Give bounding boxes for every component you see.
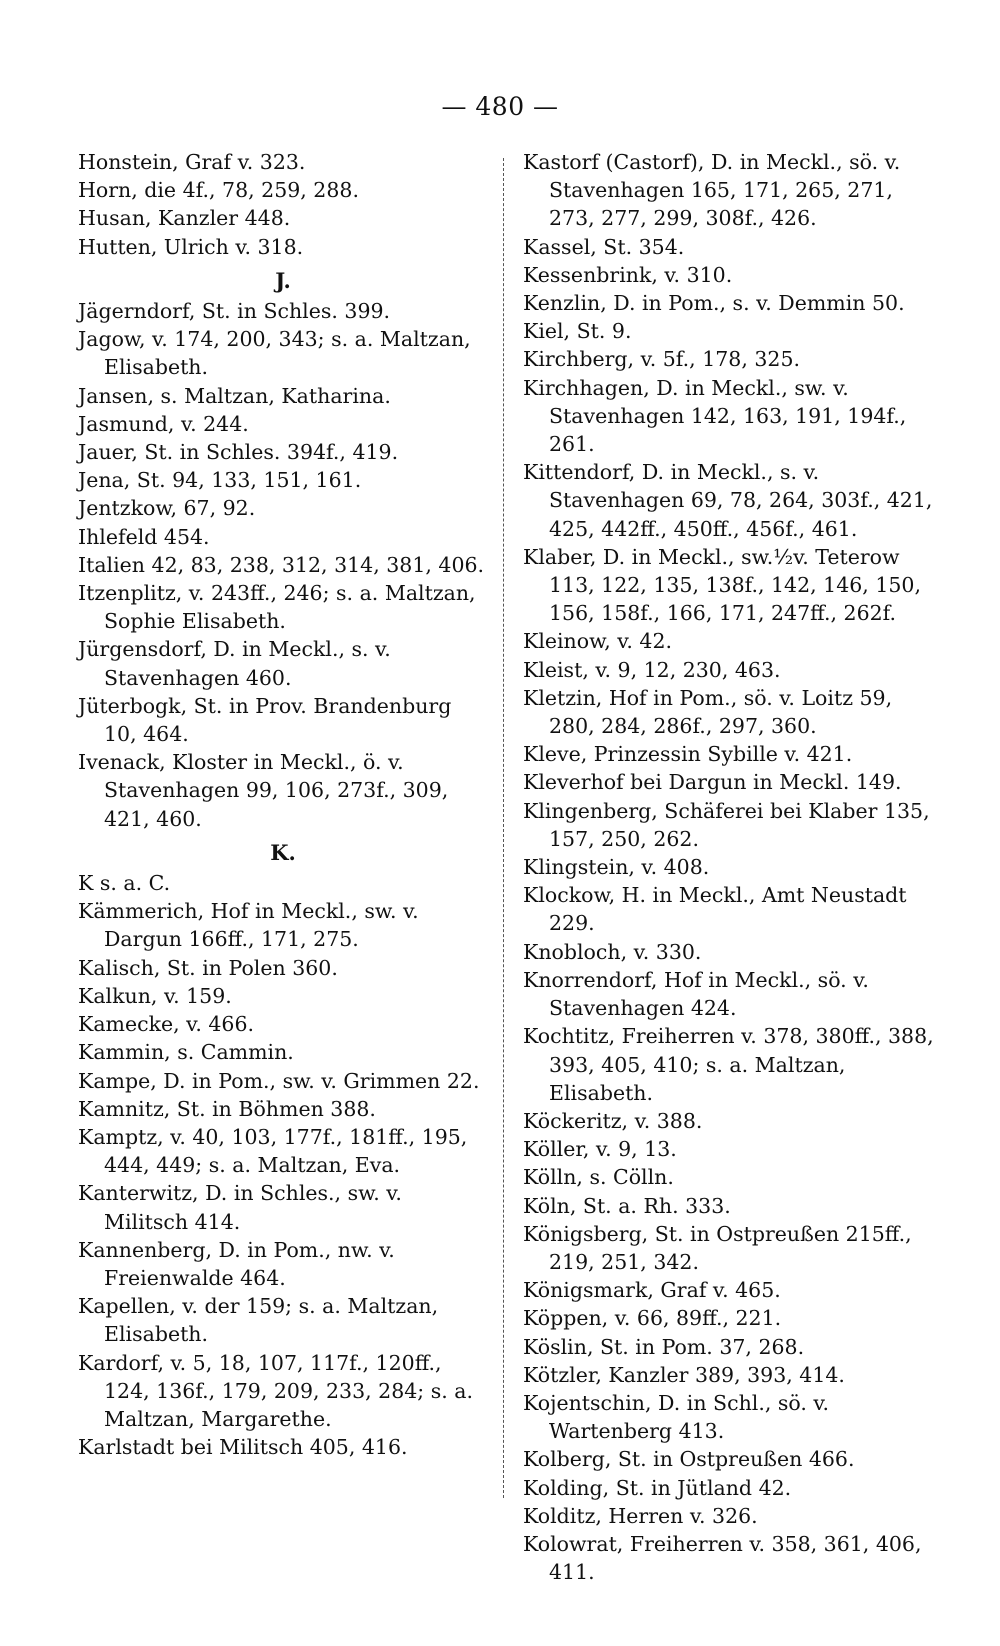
index-entry: Jürgensdorf, D. in Meckl., s. v. Stavenhagen 460. xyxy=(78,637,391,690)
index-entry: Klingenberg, Schäferei bei Klaber 135, 157, 250, 262. xyxy=(523,798,930,851)
index-entry: Karlstadt bei Militsch 405, 416. xyxy=(78,1435,408,1460)
index-entry: Kolowrat, Freiherren v. 358, 361, 406, 411. xyxy=(523,1531,922,1585)
index-entry: Italien 42, 83, 238, 312, 314, 381, 406. xyxy=(78,552,485,577)
index-entry: Kojentschin, D. in Schl., sö. v. Wartenberg 413. xyxy=(523,1390,830,1444)
index-entry: Kastorf (Castorf), D. in Meckl., sö. v. Stavenhagen 165, 171, 265, 271, 273, 277, 299, 308f., 426. xyxy=(523,150,901,231)
index-entry: Kannenberg, D. in Pom., nw. v. Freienwalde 464. xyxy=(78,1237,395,1290)
index-entry: Kassel, St. 354. xyxy=(523,234,685,259)
index-entry: Jansen, s. Maltzan, Katharina. xyxy=(78,383,391,408)
index-entry: Kessenbrink, v. 310. xyxy=(523,262,733,287)
index-entry: K s. a. C. xyxy=(78,871,171,896)
index-entry: Kolditz, Herren v. 326. xyxy=(523,1503,758,1528)
index-entry: Kittendorf, D. in Meckl., s. v. Stavenhagen 69, 78, 264, 303f., 421, 425, 442ff., 450ff., 456f., 461. xyxy=(523,460,933,541)
index-entry: Jagow, v. 174, 200, 343; s. a. Maltzan, Elisabeth. xyxy=(78,327,471,380)
index-entry: Knobloch, v. 330. xyxy=(523,939,702,964)
index-entry: Köppen, v. 66, 89ff., 221. xyxy=(523,1306,782,1331)
index-entry: Köslin, St. in Pom. 37, 268. xyxy=(523,1334,805,1359)
index-entry: Kötzler, Kanzler 389, 393, 414. xyxy=(523,1362,845,1387)
index-entry: Kirchberg, v. 5f., 178, 325. xyxy=(523,347,801,372)
index-entry: Klockow, H. in Meckl., Amt Neustadt 229. xyxy=(523,883,907,936)
left-column xyxy=(78,148,488,1461)
index-entry: Kamnitz, St. in Böhmen 388. xyxy=(78,1096,376,1121)
page-number: — 480 — xyxy=(441,92,559,121)
index-entry: Ihlefeld 454. xyxy=(78,524,210,549)
section-letter: J. xyxy=(275,267,291,293)
index-entry: Köckeritz, v. 388. xyxy=(523,1108,703,1133)
index-entry: Kleist, v. 9, 12, 230, 463. xyxy=(523,657,781,682)
index-entry: Königsmark, Graf v. 465. xyxy=(523,1278,781,1303)
index-entry: Jüterbogk, St. in Prov. Brandenburg 10, 464. xyxy=(78,693,452,747)
index-entry: Horn, die 4f., 78, 259, 288. xyxy=(78,178,359,203)
index-entry: Kirchhagen, D. in Meckl., sw. v. Stavenhagen 142, 163, 191, 194f., 261. xyxy=(523,375,907,457)
index-entry: Kleinow, v. 42. xyxy=(523,629,673,654)
index-entry: Kamptz, v. 40, 103, 177f., 181ff., 195, 444, 449; s. a. Maltzan, Eva. xyxy=(78,1124,468,1178)
index-entry: Kammin, s. Cammin. xyxy=(78,1040,294,1065)
index-entry: Kiel, St. 9. xyxy=(523,319,632,344)
index-entry: Klaber, D. in Meckl., sw.½v. Teterow 113, 122, 135, 138f., 142, 146, 150, 156, 158f., 166, 171, 247ff., 262f. xyxy=(523,544,921,626)
index-entry: Kalkun, v. 159. xyxy=(78,983,232,1008)
index-entry: Kapellen, v. der 159; s. a. Maltzan, Elisabeth. xyxy=(78,1294,439,1347)
index-entry: Itzenplitz, v. 243ff., 246; s. a. Maltzan, Sophie Elisabeth. xyxy=(78,581,476,634)
index-entry: Kanterwitz, D. in Schles., sw. v. Militsch 414. xyxy=(78,1181,402,1234)
index-entry: Kletzin, Hof in Pom., sö. v. Loitz 59, 280, 284, 286f., 297, 360. xyxy=(523,685,893,739)
index-entry: Knorrendorf, Hof in Meckl., sö. v. Stavenhagen 424. xyxy=(523,967,869,1021)
index-entry: Kardorf, v. 5, 18, 107, 117f., 120ff., 124, 136f., 179, 209, 233, 284; s. a. Maltzan, Margarethe. xyxy=(78,1350,474,1431)
index-entry: Kochtitz, Freiherren v. 378, 380ff., 388, 393, 405, 410; s. a. Maltzan, Elisabeth. xyxy=(523,1024,934,1105)
index-entry: Jasmund, v. 244. xyxy=(78,411,249,436)
index-entry: Ivenack, Kloster in Meckl., ö. v. Stavenhagen 99, 106, 273f., 309, 421, 460. xyxy=(78,750,449,831)
index-entry: Kampe, D. in Pom., sw. v. Grimmen 22. xyxy=(78,1068,480,1093)
index-entry: Kölln, s. Cölln. xyxy=(523,1165,674,1190)
right-column xyxy=(523,148,943,1586)
index-entry: Kalisch, St. in Polen 360. xyxy=(78,955,338,980)
index-entry: Klingstein, v. 408. xyxy=(523,855,710,880)
index-entry: Kamecke, v. 466. xyxy=(78,1012,255,1037)
index-entry: Husan, Kanzler 448. xyxy=(78,206,291,231)
index-entry: Kenzlin, D. in Pom., s. v. Demmin 50. xyxy=(523,291,905,316)
index-entry: Kolding, St. in Jütland 42. xyxy=(523,1475,792,1500)
index-entry: Köller, v. 9, 13. xyxy=(523,1137,677,1162)
column-divider xyxy=(503,158,504,1498)
index-entry: Kleverhof bei Dargun in Meckl. 149. xyxy=(523,770,902,795)
index-entry: Köln, St. a. Rh. 333. xyxy=(523,1193,731,1218)
index-entry: Jauer, St. in Schles. 394f., 419. xyxy=(78,440,399,465)
index-entry: Kämmerich, Hof in Meckl., sw. v. Dargun 166ff., 171, 275. xyxy=(78,899,419,952)
index-entry: Jena, St. 94, 133, 151, 161. xyxy=(78,468,362,493)
index-entry: Kolberg, St. in Ostpreußen 466. xyxy=(523,1447,855,1472)
index-entry: Jägerndorf, St. in Schles. 399. xyxy=(78,299,391,324)
section-letter: K. xyxy=(270,839,296,865)
index-entry: Jentzkow, 67, 92. xyxy=(78,496,256,521)
index-entry: Honstein, Graf v. 323. xyxy=(78,150,306,174)
index-entry: Königsberg, St. in Ostpreußen 215ff., 219, 251, 342. xyxy=(523,1221,912,1274)
index-entry: Kleve, Prinzessin Sybille v. 421. xyxy=(523,742,853,767)
index-entry: Hutten, Ulrich v. 318. xyxy=(78,234,304,259)
